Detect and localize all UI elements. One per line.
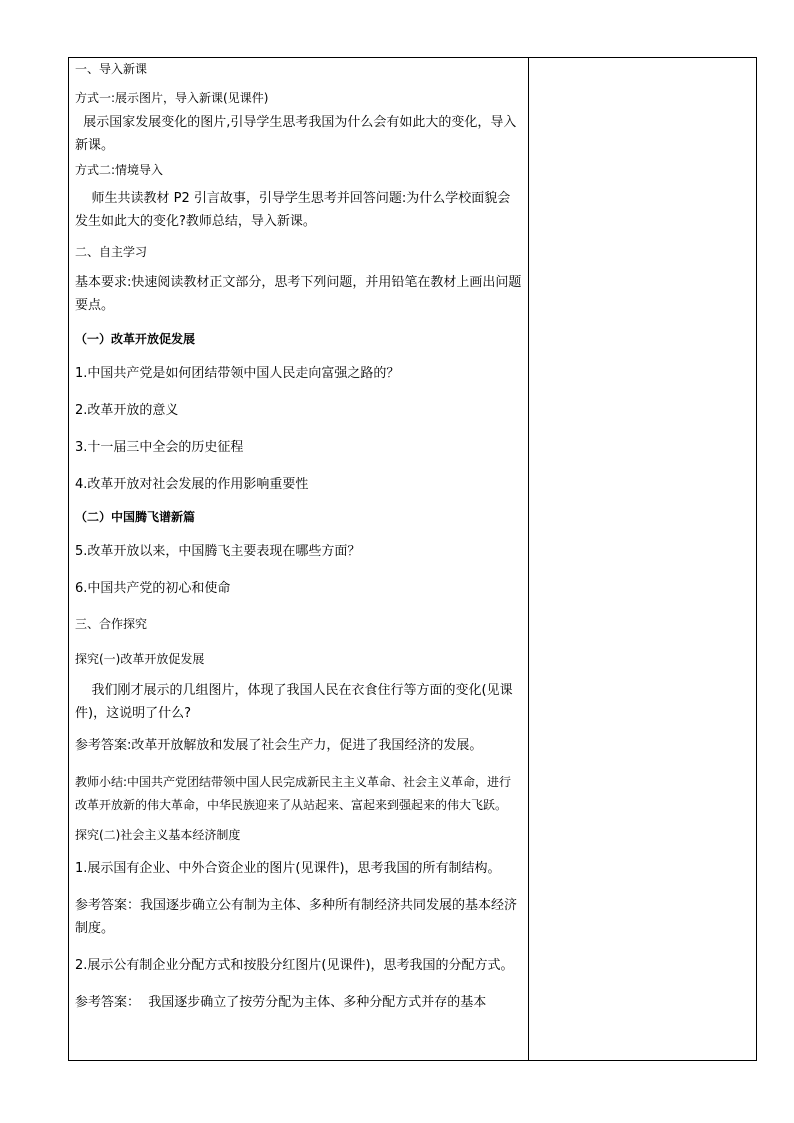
basic-requirement-text: 基本要求:快速阅读教材正文部分，思考下列问题，并用铅笔在教材上画出问题要点。 [75,275,522,313]
side-notes-cell [529,58,757,1061]
method-one-heading: 方式一:展示图片，导入新课(见课件) [75,91,269,105]
inquiry-two-heading: 探究(二)社会主义基本经济制度 [75,828,241,842]
subsection-heading-two: （二）中国腾飞谱新篇 [75,510,196,524]
section-heading-import: 一、导入新课 [75,62,148,76]
teacher-summary: 教师小结:中国共产党团结带领中国人民完成新民主主义革命、社会主义革命，进行改革开放新的伟大革命，中华民族迎来了从站起来、富起来到强起来的伟大飞跃。 [75,775,512,812]
reference-answer: 参考答案：我国逐步确立公有制为主体、多种所有制经济共同发展的基本经济制度。 [75,898,518,936]
subsection-heading-one: （一）改革开放促发展 [75,332,196,346]
method-two-heading: 方式二:情境导入 [75,163,164,177]
section-heading-cooperative: 三、合作探究 [75,617,148,631]
inquiry-two-item: 2.展示公有制企业分配方式和按股分红图片(见课件)，思考我国的分配方式。 [75,958,514,973]
inquiry-one-question: 我们刚才展示的几组图片，体现了我国人民在衣食住行等方面的变化(见课件)，这说明了什么? [75,683,513,721]
question-item: 5.改革开放以来，中国腾飞主要表现在哪些方面？ [75,544,361,559]
question-item: 4.改革开放对社会发展的作用影响重要性 [75,477,309,492]
method-one-text: 展示国家发展变化的图片,引导学生思考我国为什么会有如此大的变化，导入新课。 [75,115,517,153]
lesson-plan-table [68,57,757,1061]
lesson-content [69,58,528,1060]
question-item: 1.中国共产党是如何团结带领中国人民走向富强之路的？ [75,366,400,381]
inquiry-one-heading: 探究(一)改革开放促发展 [75,652,205,666]
inquiry-two-item: 1.展示国有企业、中外合资企业的图片(见课件)，思考我国的所有制结构。 [75,861,501,876]
reference-answer: 参考答案： 我国逐步确立了按劳分配为主体、多种分配方式并存的基本 [75,995,487,1010]
question-item: 2.改革开放的意义 [75,403,179,418]
section-heading-self-study: 二、自主学习 [75,245,148,259]
table-row [69,58,757,1061]
question-item: 3.十一届三中全会的历史征程 [75,440,244,455]
question-item: 6.中国共产党的初心和使命 [75,581,231,596]
main-content-cell [69,58,529,1061]
method-two-text: 师生共读教材 P2 引言故事，引导学生思考并回答问题:为什么学校面貌会发生如此大的变化?教师总结，导入新课。 [75,191,511,229]
reference-answer: 参考答案:改革开放解放和发展了社会生产力，促进了我国经济的发展。 [75,738,483,753]
